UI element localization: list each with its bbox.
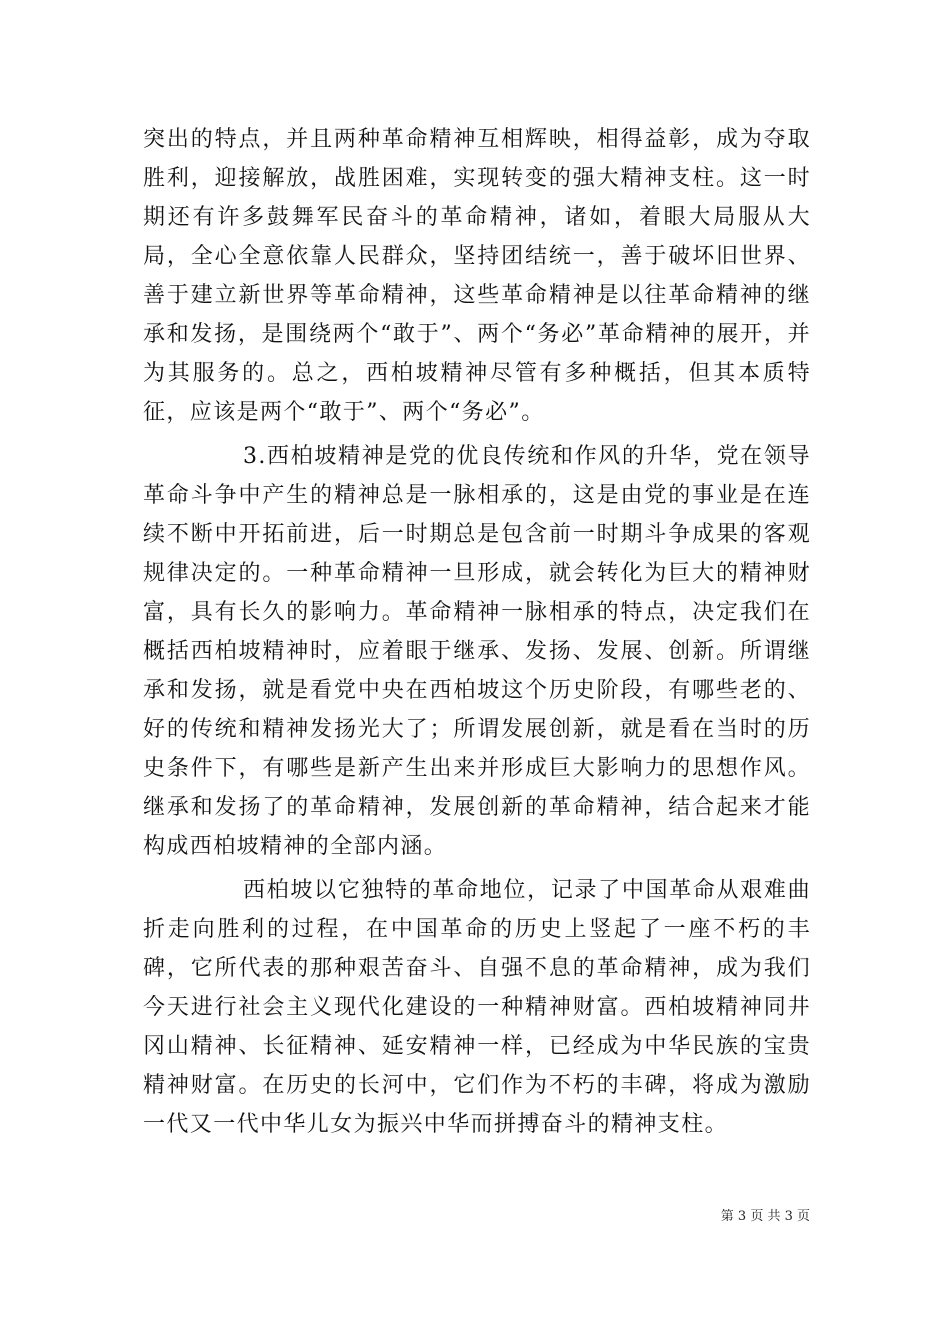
document-body [143,120,811,1144]
page-number-footer: 第 3 页 共 3 页 [720,1209,810,1224]
paragraph-continuation: 突出的特点，并且两种革命精神互相辉映，相得益彰，成为夺取胜利，迎接解放，战胜困难，实现转变的强大精神支柱。这一时期还有许多鼓舞军民奋斗的革命精神，诸如，着眼大局服从大局，全心全意依靠人民群众，坚持团结统一，善于破坏旧世界、善于建立新世界等革命精神，这些革命精神是以往革命精神的继承和发扬，是围绕两个“敢于”、两个“务必”革命精神的展开，并为其服务的。总之，西柏坡精神尽管有多种概括，但其本质特征，应该是两个“敢于”、两个“务必”。 [143,127,811,425]
paragraph-section-3: 3.西柏坡精神是党的优良传统和作风的升华，党在领导革命斗争中产生的精神总是一脉相承的，这是由党的事业是在连续不断中开拓前进，后一时期总是包含前一时期斗争成果的客观规律决定的。一种革命精神一旦形成，就会转化为巨大的精神财富，具有长久的影响力。革命精神一脉相承的特点，决定我们在概括西柏坡精神时，应着眼于继承、发扬、发展、创新。所谓继承和发扬，就是看党中央在西柏坡这个历史阶段，有哪些老的、好的传统和精神发扬光大了；所谓发展创新，就是看在当时的历史条件下，有哪些是新产生出来并形成巨大影响力的思想作风。继承和发扬了的革命精神，发展创新的革命精神，结合起来才能构成西柏坡精神的全部内涵。 [143,444,811,859]
paragraph-conclusion: 西柏坡以它独特的革命地位，记录了中国革命从艰难曲折走向胜利的过程，在中国革命的历史上竖起了一座不朽的丰碑，它所代表的那种艰苦奋斗、自强不息的革命精神，成为我们今天进行社会主义现代化建设的一种精神财富。西柏坡精神同井冈山精神、长征精神、延安精神一样，已经成为中华民族的宝贵精神财富。在历史的长河中，它们作为不朽的丰碑，将成为激励一代又一代中华儿女为振兴中华而拼搏奋斗的精神支柱。 [143,878,811,1137]
